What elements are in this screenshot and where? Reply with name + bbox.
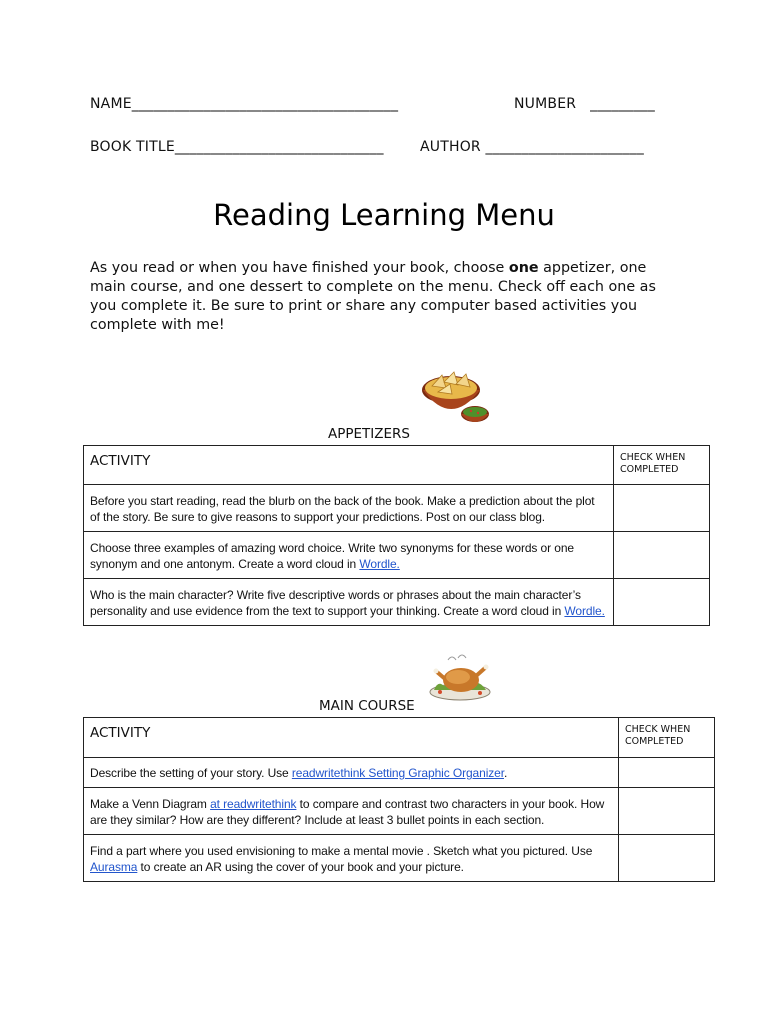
activity-cell [84, 788, 619, 835]
activity-text: Who is the main character? Write five descriptive words or phrases about the main character’s personality and use evidence from the text to support your thinking. Create a word cloud in [90, 588, 581, 618]
table-header-row [84, 446, 710, 485]
intro-text-after: appetizer, one main course, and one dessert to complete on the menu. Check off each one as you complete it. Be sure to print or share any computer based activities you complete with me! [90, 260, 656, 333]
activity-cell [84, 485, 614, 532]
nachos-icon [420, 366, 492, 428]
intro-text-before: As you read or when you have finished your book, choose [90, 260, 509, 276]
book-title-field-line[interactable]: BOOK TITLE_____________________________ [90, 139, 384, 155]
intro-text-bold: one [508, 260, 539, 276]
page-title: Reading Learning Menu [213, 198, 555, 232]
check-cell[interactable] [614, 485, 710, 532]
check-cell[interactable] [619, 835, 715, 882]
activity-cell [84, 758, 619, 788]
check-cell[interactable] [614, 532, 710, 579]
activity-cell [84, 835, 619, 882]
appetizers-label: APPETIZERS [328, 426, 411, 442]
activity-column-header: ACTIVITY [84, 446, 614, 485]
activity-text: Describe the setting of your story. Use [90, 766, 292, 780]
check-cell[interactable] [619, 758, 715, 788]
main-course-label: MAIN COURSE [319, 698, 415, 714]
wordle-link[interactable]: Wordle. [564, 604, 605, 618]
table-header-row [84, 718, 715, 758]
activity-text: Make a Venn Diagram [90, 797, 211, 811]
activity-text-after: to create an AR using the cover of your book and your picture. [137, 860, 464, 874]
activity-column-header: ACTIVITY [84, 718, 619, 758]
activity-text-after: to compare and contrast two characters in your book. How are they similar? How are they different? Include at least 3 bullet points in each section. [90, 797, 605, 827]
main-course-table [83, 717, 715, 882]
table-row [84, 579, 710, 626]
table-row [84, 532, 710, 579]
table-row [84, 485, 710, 532]
activity-text-after: . [503, 766, 508, 780]
activity-cell [84, 579, 614, 626]
check-cell[interactable] [619, 788, 715, 835]
activity-text: Before you start reading, read the blurb on the back of the book. Make a prediction about the plot of the story. Be sure to give reasons to support your predictions. Post on our class blog. [90, 494, 595, 524]
readwritethink-link[interactable]: at readwritethink [210, 797, 297, 811]
activity-text: Choose three examples of amazing word choice. Write two synonyms for these words or one synonym and one antonym. Create a word cloud in [90, 541, 574, 571]
appetizers-table [83, 445, 710, 626]
activity-text: Find a part where you used envisioning to make a mental movie . Sketch what you pictured. Use [90, 844, 593, 858]
check-column-header: CHECK WHEN COMPLETED [614, 446, 710, 485]
activity-cell [84, 532, 614, 579]
table-row [84, 788, 715, 835]
table-row [84, 835, 715, 882]
number-field-line[interactable]: NUMBER _________ [514, 96, 655, 112]
aurasma-link[interactable]: Aurasma [90, 860, 138, 874]
setting-organizer-link[interactable]: readwritethink Setting Graphic Organizer [291, 766, 504, 780]
roast-turkey-icon [428, 652, 492, 702]
name-field-line[interactable]: NAME_____________________________________ [90, 96, 399, 112]
table-row [84, 758, 715, 788]
wordle-link[interactable]: Wordle. [359, 557, 400, 571]
intro-paragraph [90, 259, 680, 335]
check-column-header: CHECK WHEN COMPLETED [619, 718, 715, 758]
author-field-line[interactable]: AUTHOR ______________________ [420, 139, 644, 155]
check-cell[interactable] [614, 579, 710, 626]
